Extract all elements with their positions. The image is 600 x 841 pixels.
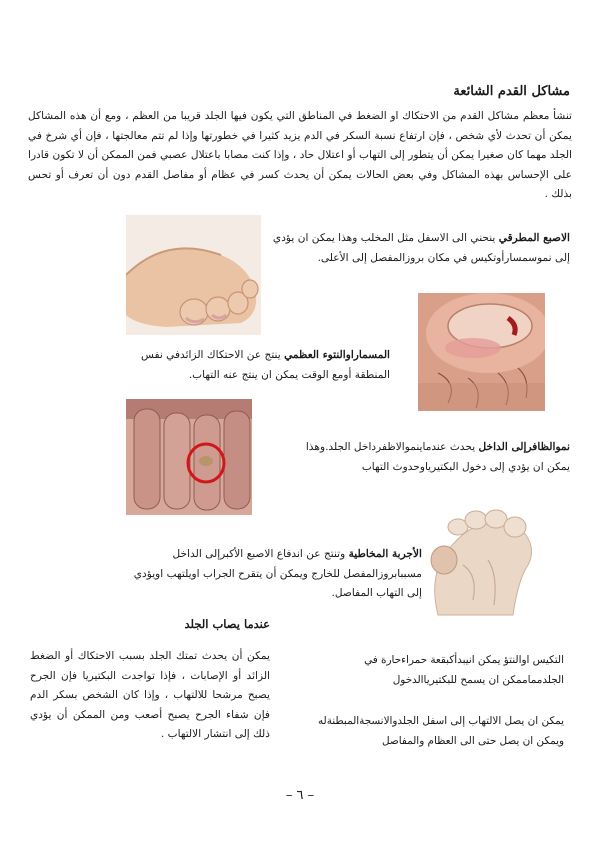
section-heading: نموالظافرإلى الداخل — [478, 441, 570, 453]
page-title: مشاكل القدم الشائعة — [453, 84, 570, 99]
section-body: وتنتج عن اندفاع الاصبع الأكبرإلى الداخل مسببابروزالمفصل للخارج ويمكن أن يتقرح الجراب اويلتهب اويؤدي إلى التهاب المفاصل. — [133, 548, 422, 599]
skin-section-title: عندما يصاب الجلد — [184, 617, 270, 631]
ingrown-nail-image — [126, 399, 252, 515]
section-hammer-toe — [260, 229, 570, 268]
section-body: يحدث عندماينموالاظفرداخل الجلد.وهذا يمكن ان يؤدي إلى دخول البكتيرياوحدوث التهاب — [305, 441, 570, 473]
section-corn — [110, 346, 390, 385]
skin-note-2: يمكن ان يصل الالتهاب إلى اسفل الجلدوالانسجةالمبطنةله ويمكن ان يصل حتى الى العظام والمفاصل — [317, 715, 564, 747]
section-body: ينتج عن الاحتكاك الزائدفي نفس المنطقة أومع الوقت يمكن ان ينتج عنه التهاب. — [140, 349, 390, 381]
skin-paragraph: يمكن أن يحدث تمتك الجلد بسبب الاحتكاك أو الضغط الزائد أو الإصابات ، فإذا تواجدت البكتيريا فإن الجرح يصبح مرشحا للالتهاب ، وإذا كان الشخص بسكر الدم فإن شفاء الجرح يصبح أصعب ومن الممكن أن يؤدي ذلك إلى انتشار الالتهاب . — [30, 650, 270, 740]
section-ingrown-nail — [280, 438, 570, 477]
hammer-toe-image — [126, 215, 261, 335]
page-number: – ٦ – — [285, 788, 315, 803]
skin-note-1: التكيس اوالنتؤ يمكن انيبدأكبقعة حمراءحارة في الجلدمماممكن ان يسمح للبكتيرياالدخول — [364, 654, 564, 686]
section-heading: المسماراوالنتوء العظمي — [284, 349, 390, 361]
corn-toe-image — [418, 293, 545, 411]
section-heading: الاصبع المطرقي — [498, 232, 570, 244]
section-body: ينحني الى الاسفل مثل المخلب وهذا يمكن ان يؤدي إلى نموسمسارأوتكيس في مكان بروزالمفصل إلى الأعلى. — [272, 232, 570, 264]
bunion-foot-image — [418, 505, 537, 621]
section-bursa — [122, 545, 422, 604]
section-heading: الأجربة المخاطية — [348, 548, 422, 560]
intro-paragraph: تنشأ معظم مشاكل القدم من الاحتكاك او الضغط في المناطق التي يكون فيها الجلد قريبا من العظم ، ومع أن هذه المشاكل يمكن أن تحدث لأي شخص ، فإن ارتفاع نسبة السكر في الدم يزيد كثيرا في خطورتها وإذا لم تتم معالجتها ، فإن أي شرخ في الجلد مهما كان صغيرا يمكن أن يتطور إلى التهاب أو اعتلال حاد ، وإذا كنت مصابا باعتلال عصبي فمن الممكن أن لا تكون قادرا على الإحساس بهذه المشاكل وفي بعض الحالات يمكن أن يحدث كسر في عظام أو مفاصل القدم دون أن تعرف أو تحس بذلك . — [28, 110, 572, 200]
